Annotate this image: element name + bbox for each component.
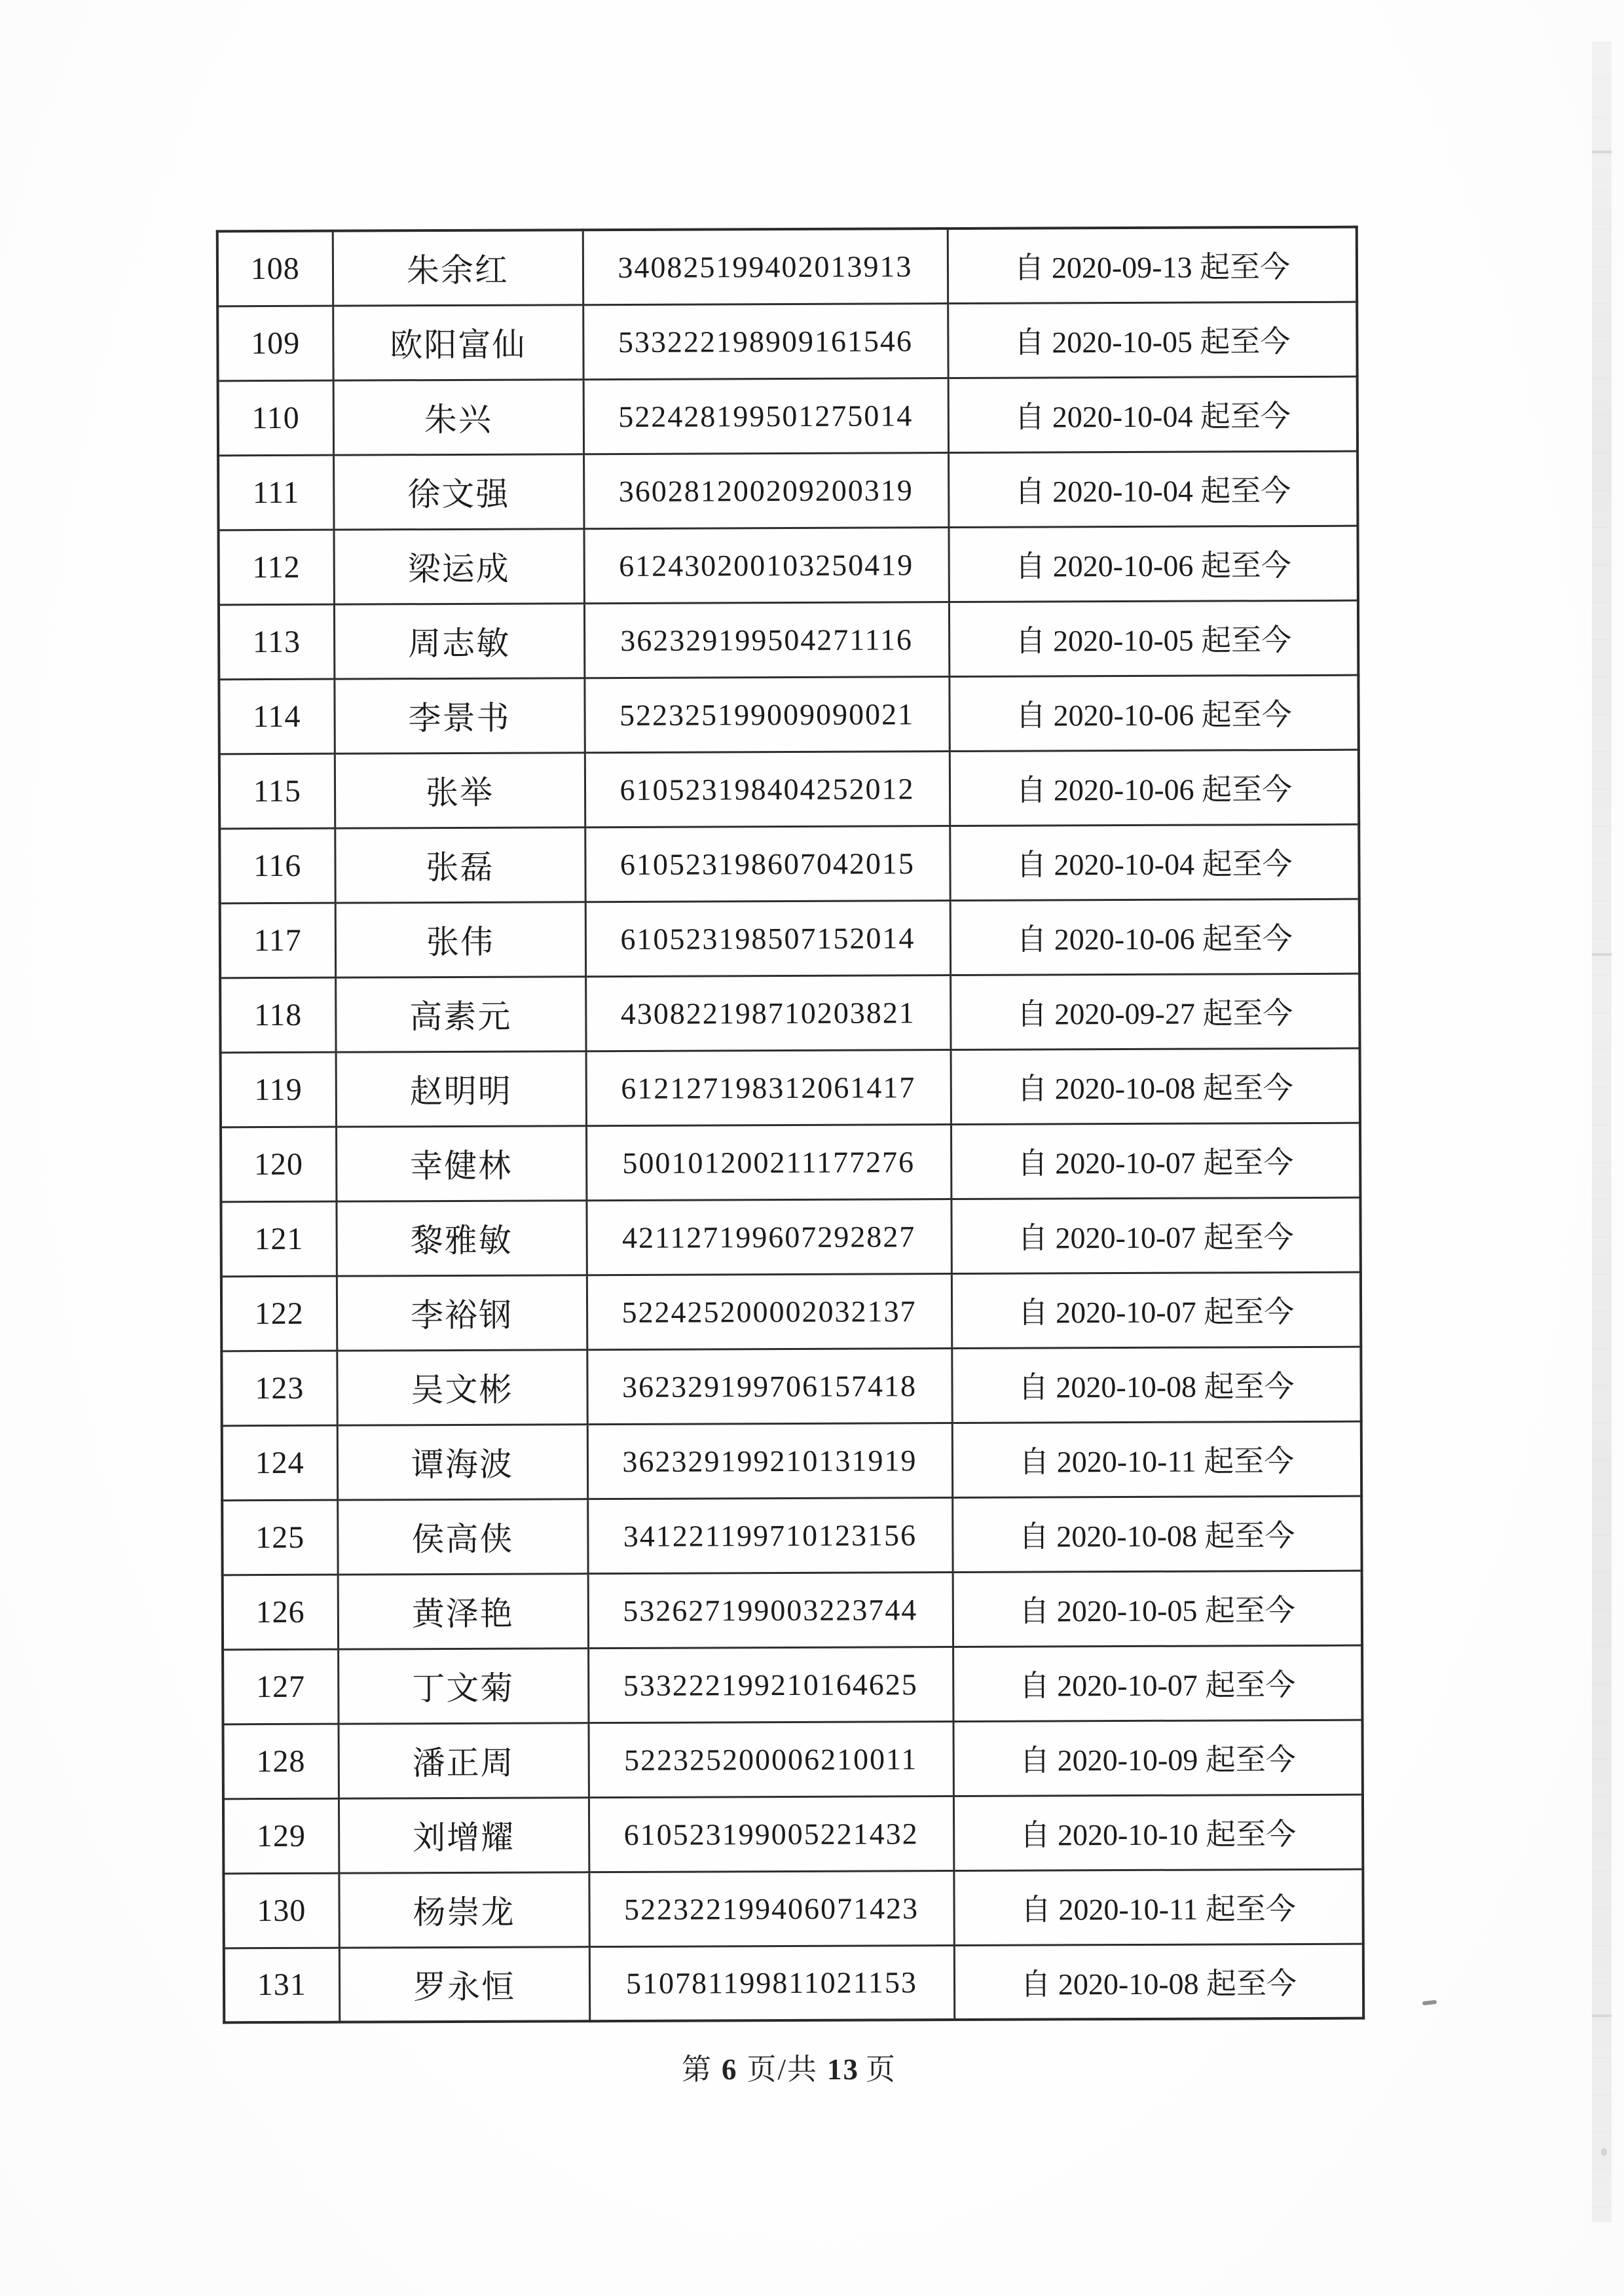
name-cell: 徐文强 [333, 454, 583, 529]
id-number-cell: 362329199504271116 [584, 602, 949, 678]
roster-table-body [217, 227, 1363, 2023]
row-number-cell: 118 [220, 977, 335, 1053]
row-number-cell: 123 [221, 1351, 337, 1426]
table-row [223, 1645, 1362, 1724]
id-number-cell: 421127199607292827 [586, 1199, 951, 1275]
name-cell: 杨崇龙 [339, 1872, 589, 1947]
name-cell: 潘正周 [339, 1722, 589, 1798]
table-row [218, 451, 1357, 530]
table-row [224, 1944, 1363, 2023]
total-pages: 13 [827, 2053, 859, 2086]
table-row [219, 750, 1359, 829]
table-row [220, 974, 1359, 1053]
table-row [222, 1496, 1361, 1575]
row-number-cell: 124 [222, 1425, 337, 1501]
scanner-streak [1592, 151, 1612, 153]
name-cell: 吴文彬 [337, 1349, 587, 1425]
row-number-cell: 130 [223, 1873, 339, 1948]
period-cell: 自 2020-10-11 起至今 [952, 1421, 1361, 1497]
roster-table [216, 226, 1365, 2024]
period-cell: 自 2020-10-06 起至今 [950, 750, 1359, 826]
period-cell: 自 2020-10-04 起至今 [950, 824, 1359, 900]
id-number-cell: 533222198909161546 [583, 303, 948, 379]
table-row [223, 1869, 1363, 1948]
table-row [223, 1720, 1363, 1799]
id-number-cell: 610523198507152014 [585, 900, 950, 976]
id-number-cell: 612127198312061417 [586, 1049, 951, 1125]
row-number-cell: 108 [217, 231, 333, 306]
id-number-cell: 522428199501275014 [583, 378, 948, 454]
period-cell: 自 2020-09-27 起至今 [950, 974, 1359, 1049]
row-number-cell: 113 [219, 604, 334, 680]
table-row [221, 1123, 1360, 1202]
id-number-cell: 612430200103250419 [584, 527, 949, 603]
table-row [218, 376, 1357, 456]
table-row [217, 227, 1357, 306]
period-cell: 自 2020-10-07 起至今 [951, 1197, 1360, 1273]
table-row [219, 526, 1358, 605]
table-row [219, 675, 1358, 754]
table-row [219, 824, 1359, 903]
name-cell: 黎雅敏 [336, 1200, 586, 1275]
page-number: 6 [721, 2053, 738, 2086]
name-cell: 梁运成 [334, 528, 584, 604]
id-number-cell: 533222199210164625 [588, 1647, 953, 1722]
period-cell: 自 2020-10-05 起至今 [953, 1571, 1362, 1647]
period-cell: 自 2020-10-05 起至今 [949, 600, 1358, 676]
id-number-cell: 532627199003223744 [588, 1572, 953, 1648]
name-cell: 罗永恒 [339, 1946, 589, 2022]
period-cell: 自 2020-10-11 起至今 [953, 1869, 1363, 1945]
table-row [217, 302, 1357, 381]
table-row [222, 1421, 1361, 1501]
name-cell: 张磊 [335, 827, 585, 902]
name-cell: 朱兴 [333, 379, 583, 454]
period-cell: 自 2020-10-07 起至今 [953, 1645, 1362, 1721]
period-cell: 自 2020-10-07 起至今 [951, 1272, 1361, 1348]
scanner-edge-artifact [1592, 42, 1612, 2222]
table-row [221, 1347, 1361, 1426]
scanner-streak [1592, 2014, 1612, 2017]
table-row [221, 1197, 1360, 1277]
name-cell: 朱余红 [333, 230, 583, 305]
name-cell: 李景书 [334, 678, 584, 753]
name-cell: 幸健林 [336, 1125, 586, 1201]
period-cell: 自 2020-10-10 起至今 [953, 1795, 1363, 1870]
row-number-cell: 110 [218, 380, 333, 456]
row-number-cell: 109 [217, 306, 333, 381]
name-cell: 张伟 [335, 902, 585, 977]
period-cell: 自 2020-10-06 起至今 [949, 675, 1358, 751]
row-number-cell: 120 [221, 1127, 336, 1202]
row-number-cell: 122 [221, 1276, 337, 1351]
id-number-cell: 522425200002032137 [587, 1273, 951, 1349]
table-row [221, 1272, 1361, 1351]
page-indicator-middle: 页/共 [747, 2053, 818, 2086]
name-cell: 谭海波 [337, 1424, 587, 1499]
id-number-cell: 362329199210131919 [587, 1423, 952, 1499]
name-cell: 高素元 [335, 976, 585, 1051]
row-number-cell: 127 [223, 1649, 338, 1724]
row-number-cell: 125 [222, 1500, 337, 1575]
id-number-cell: 522325200006210011 [589, 1721, 953, 1797]
name-cell: 欧阳富仙 [333, 304, 583, 380]
row-number-cell: 129 [223, 1798, 339, 1874]
period-cell: 自 2020-10-06 起至今 [950, 899, 1359, 975]
id-number-cell: 340825199402013913 [583, 228, 948, 304]
table-row [220, 899, 1359, 978]
id-number-cell: 360281200209200319 [583, 452, 948, 528]
name-cell: 侯高侠 [337, 1499, 587, 1574]
table-row [219, 600, 1358, 680]
period-cell: 自 2020-10-08 起至今 [952, 1496, 1361, 1572]
row-number-cell: 121 [221, 1201, 336, 1277]
id-number-cell: 362329199706157418 [587, 1348, 951, 1424]
name-cell: 李裕钢 [337, 1275, 587, 1350]
period-cell: 自 2020-10-08 起至今 [951, 1347, 1361, 1423]
page-indicator-prefix: 第 [681, 2053, 712, 2086]
table-row [223, 1795, 1363, 1874]
id-number-cell: 500101200211177276 [586, 1124, 951, 1200]
period-cell: 自 2020-10-04 起至今 [948, 376, 1357, 452]
period-cell: 自 2020-10-08 起至今 [954, 1944, 1363, 2020]
period-cell: 自 2020-09-13 起至今 [948, 227, 1357, 303]
id-number-cell: 522325199009090021 [584, 676, 949, 752]
row-number-cell: 112 [219, 530, 334, 605]
period-cell: 自 2020-10-09 起至今 [953, 1720, 1363, 1796]
name-cell: 丁文菊 [338, 1648, 588, 1723]
row-number-cell: 111 [218, 455, 333, 530]
row-number-cell: 116 [219, 828, 335, 903]
id-number-cell: 510781199811021153 [589, 1945, 954, 2021]
id-number-cell: 341221199710123156 [587, 1497, 952, 1573]
row-number-cell: 128 [223, 1724, 339, 1799]
name-cell: 黄泽艳 [338, 1573, 588, 1649]
id-number-cell: 522322199406071423 [589, 1870, 953, 1946]
period-cell: 自 2020-10-04 起至今 [948, 451, 1357, 527]
scan-dot-artifact [1601, 2148, 1607, 2156]
period-cell: 自 2020-10-07 起至今 [951, 1123, 1360, 1199]
row-number-cell: 114 [219, 679, 334, 754]
page-indicator [219, 2045, 1359, 2088]
period-cell: 自 2020-10-05 起至今 [948, 302, 1357, 378]
row-number-cell: 115 [219, 754, 335, 829]
ink-speck-artifact [1422, 2000, 1437, 2005]
row-number-cell: 126 [223, 1575, 338, 1650]
row-number-cell: 119 [221, 1052, 336, 1127]
period-cell: 自 2020-10-06 起至今 [948, 526, 1357, 602]
page-indicator-suffix: 页 [866, 2053, 897, 2086]
name-cell: 周志敏 [334, 603, 584, 678]
name-cell: 刘增耀 [339, 1797, 589, 1872]
id-number-cell: 430822198710203821 [585, 975, 950, 1051]
row-number-cell: 117 [220, 903, 335, 978]
table-row [221, 1048, 1360, 1127]
scanner-streak [1592, 953, 1612, 956]
table-row [223, 1571, 1362, 1650]
name-cell: 赵明明 [336, 1051, 586, 1126]
name-cell: 张举 [335, 752, 585, 828]
id-number-cell: 610523198607042015 [585, 826, 950, 902]
id-number-cell: 610523199005221432 [589, 1796, 953, 1872]
period-cell: 自 2020-10-08 起至今 [951, 1048, 1360, 1124]
id-number-cell: 610523198404252012 [585, 751, 950, 827]
row-number-cell: 131 [224, 1948, 339, 2023]
